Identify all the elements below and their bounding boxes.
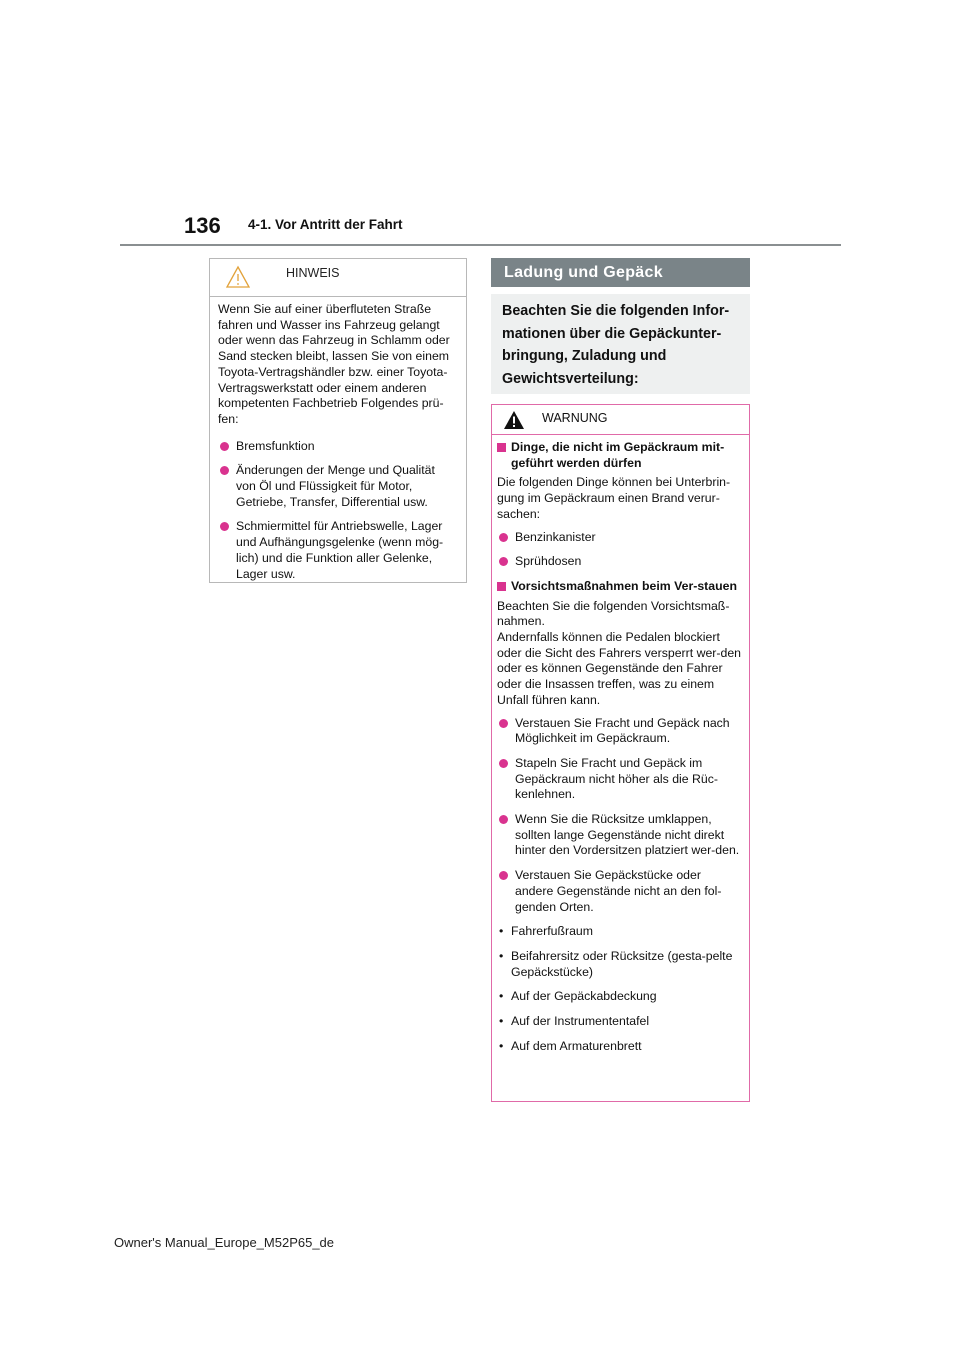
list-item: Verstauen Sie Gepäckstücke oder andere Gegenstände nicht an den fol-genden Orten. [497,868,741,915]
notice-header [210,259,466,297]
page-footer: Owner's Manual_Europe_M52P65_de [114,1235,335,1250]
list-item: Verstauen Sie Fracht und Gepäck nach Möglichkeit im Gepäckraum. [497,716,741,747]
bullet-dot-icon [499,557,508,566]
bullet-dot-icon [499,815,508,824]
warning-header [492,405,749,435]
notice-box [209,258,467,583]
notice-title: HINWEIS [286,266,340,280]
list-item: Wenn Sie die Rücksitze umklappen, sollten lange Gegenstände nicht direkt hinter den Vordersitzen platziert wer-den. [497,812,741,859]
list-item: Sprühdosen [497,554,741,570]
caution-triangle-icon [225,265,251,289]
warning-heading: Dinge, die nicht im Gepäckraum mit-geführt werden dürfen [497,440,741,471]
square-bullet-icon [497,582,506,591]
bullet-dot-icon [220,442,229,451]
list-item: Änderungen der Menge und Qualität von Öl und Flüssigkeit für Motor, Getriebe, Transfer, Differential usw. [218,463,454,510]
list-item: Stapeln Sie Fracht und Gepäck im Gepäckraum nicht höher als die Rüc-kenlehnen. [497,756,741,803]
page-header [0,0,960,250]
square-bullet-icon [497,443,506,452]
section-intro: Beachten Sie die folgenden Infor-mationen über die Gepäckunter-bringung, Zuladung und Gewichtsverteilung: [502,303,730,387]
bullet-dot-icon [499,533,508,542]
list-item: Schmiermittel für Antriebswelle, Lager und Aufhängungsgelenke (wenn mög-lich) und die Funktion aller Gelenke, Lager usw. [218,519,454,582]
notice-body [210,297,466,582]
warning-box [491,404,750,1102]
list-item: • Auf dem Armaturenbrett [499,1038,642,1053]
list-item: • Beifahrersitz oder Rücksitze (gesta-pelte Gepäckstücke) [499,948,733,979]
warning-text: Beachten Sie die folgenden Vorsichtsmaß-nahmen. [497,598,730,629]
header-divider [120,244,841,246]
page-number: 136 [184,213,221,238]
dot-marker: • [499,1014,504,1029]
section-banner: Ladung und Gepäck [491,258,750,287]
dot-marker: • [499,1038,504,1053]
notice-intro: Wenn Sie auf einer überfluteten Straße fahren und Wasser ins Fahrzeug gelangt oder wenn das Fahrzeug in Schlamm oder Sand stecken bleibt, lassen Sie von einem Toyota-Vertragshändler bzw. einer Toyota-Vertragswerkstatt oder einem anderen kompetenten Fachbetrieb Folgendes prü-fen: [218,302,450,426]
bullet-dot-icon [499,871,508,880]
bullet-dot-icon [499,719,508,728]
warning-text: Andernfalls können die Pedalen blockiert oder die Sicht des Fahrers versperrt wer-den oder es können Gegenstände den Fahrer oder die Insassen treffen, was zu einem Unfall führen kann. [497,630,741,707]
bullet-dot-icon [220,466,229,475]
list-item: • Auf der Gepäckabdeckung [499,989,657,1004]
bullet-dot-icon [499,759,508,768]
list-item: • Auf der Instrumententafel [499,1014,650,1029]
warning-heading: Vorsichtsmaßnahmen beim Ver-stauen [497,579,741,595]
dot-marker: • [499,924,504,939]
section-title: 4-1. Vor Antritt der Fahrt [248,217,403,232]
dot-marker: • [499,989,504,1004]
warning-triangle-icon [503,410,525,430]
list-item: Bremsfunktion [218,439,454,455]
bullet-dot-icon [220,522,229,531]
warning-title: WARNUNG [542,411,608,425]
list-item: Benzinkanister [497,530,741,546]
section-intro-box [491,294,750,394]
list-item: • Fahrerfußraum [499,924,594,939]
warning-text: Die folgenden Dinge können bei Unterbrin-gung im Gepäckraum einen Brand verur-sachen: [497,475,731,521]
warning-body [492,435,749,1055]
dot-marker: • [499,948,504,963]
